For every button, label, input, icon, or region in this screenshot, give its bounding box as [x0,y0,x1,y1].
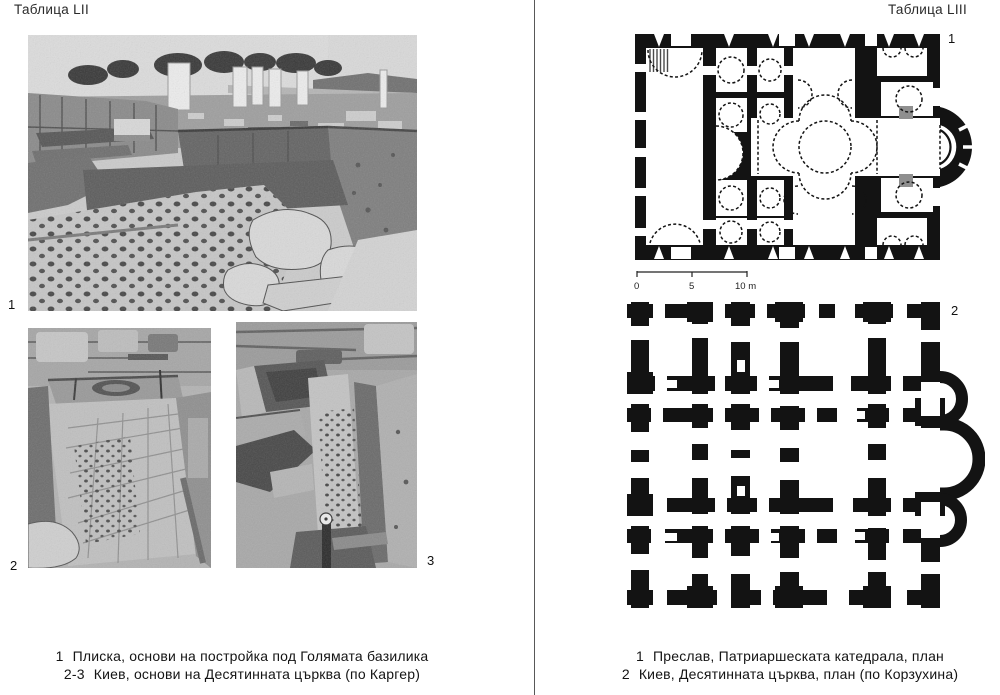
figure-number-2-right: 2 [951,303,959,318]
figure-number-3-left: 3 [427,553,435,568]
figure-number-2-left: 2 [10,558,18,573]
scale-tick-label-10m: 10 m [735,281,757,292]
photo-kiev-foundation-trench-3 [236,322,417,568]
caption-line [0,665,484,683]
photo-1-image [28,35,417,311]
figure-number-1-right: 1 [948,31,956,46]
plan-1-drawing [633,30,985,263]
plan-kiev-desyatinna-church [627,302,985,608]
photo-kiev-foundation-trench-2 [28,328,211,568]
photo-3-image [236,322,417,568]
caption-line [590,665,990,683]
plan-2-drawing [627,302,985,608]
scale-tick-label-0: 0 [634,281,640,292]
photo-pliska-basilica-foundations [28,35,417,311]
caption-text: Киев, основи на Десятинната църква (по Каргер) [93,666,421,682]
caption-line [0,647,484,665]
photo-2-image [28,328,211,568]
page-gutter-divider [534,0,535,695]
caption-number: 2 [621,666,630,682]
caption-text: Плиска, основи на постройка под Голямата базилика [72,648,429,664]
scale-bar [630,268,765,294]
scale-tick-label-5: 5 [689,281,695,292]
plan-preslav-cathedral [633,30,985,263]
right-captions [590,647,990,683]
caption-number: 2-3 [63,666,85,682]
scale-bar-drawing [630,268,765,294]
plate-title-right: Таблица LIII [887,2,967,17]
caption-number: 1 [636,648,644,664]
caption-text: Преслав, Патриаршеската катедрала, план [653,648,944,664]
plate-title-left: Таблица LII [14,2,89,17]
caption-line [590,647,990,665]
caption-text: Киев, Десятинната църква, план (по Корзухина) [638,666,959,682]
figure-number-1-left: 1 [8,297,16,312]
caption-number: 1 [55,648,64,664]
left-captions [0,647,484,683]
